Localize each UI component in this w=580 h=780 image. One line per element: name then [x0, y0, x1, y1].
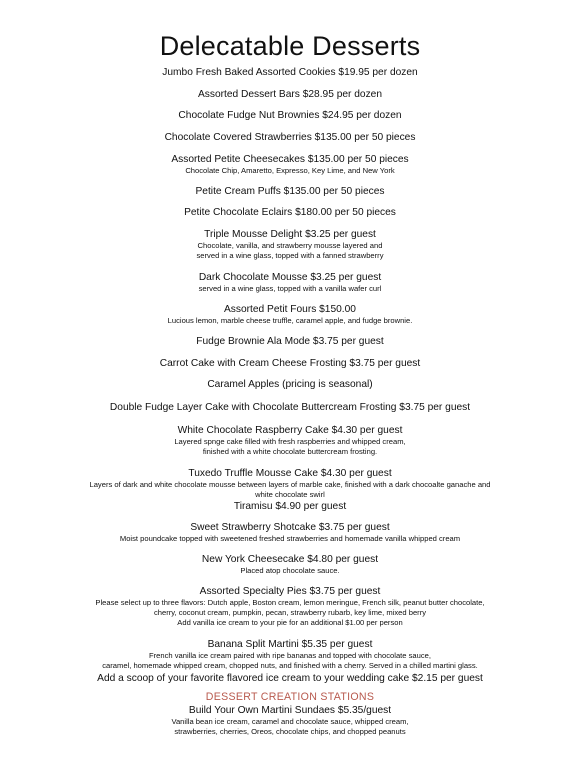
stations-section	[0, 691, 580, 737]
menu-item	[0, 131, 580, 144]
item-name: Banana Split Martini $5.35 per guest	[207, 639, 373, 650]
menu-item	[0, 303, 580, 326]
menu-item	[0, 271, 580, 294]
item-name: Tiramisu $4.90 per guest	[233, 501, 347, 512]
item-description: Please select up to three flavors: Dutch apple, Boston cream, lemon meringue, French silk, peanut butter chocolate,	[95, 598, 485, 607]
item-name: Assorted Specialty Pies $3.75 per guest	[199, 586, 381, 597]
item-description: Chocolate, vanilla, and strawberry mousse layered and	[197, 241, 383, 250]
item-description: Layered spnge cake filled with fresh raspberries and whipped cream,	[174, 437, 406, 446]
station-description: strawberries, cherries, Oreos, chocolate chips, and chopped peanuts	[174, 727, 406, 736]
menu-item	[0, 672, 580, 685]
item-description: French vanilla ice cream paired with ripe bananas and topped with chocolate sauce,	[149, 651, 431, 660]
item-name: Dark Chocolate Mousse $3.25 per guest	[198, 272, 382, 283]
item-name: Sweet Strawberry Shotcake $3.75 per guest	[190, 522, 390, 533]
menu-item	[0, 500, 580, 513]
item-description: white chocolate swirl	[255, 490, 325, 499]
item-name: Assorted Dessert Bars $28.95 per dozen	[197, 89, 383, 100]
item-description: Placed atop chocolate sauce.	[240, 566, 340, 575]
item-name: Assorted Petit Fours $150.00	[224, 304, 356, 315]
item-name: Chocolate Fudge Nut Brownies $24.95 per dozen	[178, 110, 402, 121]
item-description: Layers of dark and white chocolate mousse between layers of marble cake, finished with a dark chocoalte ganache and	[89, 480, 491, 489]
item-description: finished with a white chocolate buttercream frosting.	[202, 447, 378, 456]
menu-item	[0, 638, 580, 671]
item-name: Jumbo Fresh Baked Assorted Cookies $19.95 per dozen	[162, 67, 418, 78]
item-name: Petite Chocolate Eclairs $180.00 per 50 pieces	[184, 207, 396, 218]
item-description: served in a wine glass, topped with a fanned strawberry	[196, 251, 384, 260]
menu-item	[0, 185, 580, 198]
menu-item	[0, 109, 580, 122]
menu-item	[0, 467, 580, 500]
menu-item	[0, 378, 580, 391]
menu-item	[0, 206, 580, 219]
item-name: Carrot Cake with Cream Cheese Frosting $3.75 per guest	[159, 358, 421, 369]
item-name: New York Cheesecake $4.80 per guest	[201, 554, 379, 565]
item-name: Assorted Petite Cheesecakes $135.00 per 50 pieces	[171, 154, 409, 165]
item-description: Moist poundcake topped with sweetened freshed strawberries and homemade vanilla whipped cream	[119, 534, 461, 543]
menu-item	[0, 153, 580, 176]
item-description: cherry, coconut cream, pumpkin, pecan, strawberry rubarb, key lime, mixed berry	[153, 608, 427, 617]
menu-item	[0, 88, 580, 101]
menu-item	[0, 401, 580, 414]
item-name: White Chocolate Raspberry Cake $4.30 per guest	[177, 425, 403, 436]
station-description: Vanilla bean ice cream, caramel and chocolate sauce, whipped cream,	[171, 717, 409, 726]
menu-item	[0, 66, 580, 79]
item-description: Chocolate Chip, Amaretto, Expresso, Key Lime, and New York	[185, 166, 395, 175]
item-description: Add vanilla ice cream to your pie for an additional $1.00 per person	[177, 618, 403, 627]
item-name: Triple Mousse Delight $3.25 per guest	[204, 229, 376, 240]
item-name: Double Fudge Layer Cake with Chocolate Buttercream Frosting $3.75 per guest	[109, 402, 471, 413]
item-description: caramel, homemade whipped cream, chopped nuts, and finished with a cherry. Served in a chilled martini glass.	[102, 661, 478, 670]
item-description: served in a wine glass, topped with a vanilla wafer curl	[198, 284, 382, 293]
section-title: DESSERT CREATION STATIONS	[205, 691, 375, 703]
item-name: Fudge Brownie Ala Mode $3.75 per guest	[196, 336, 384, 347]
menu-item	[0, 521, 580, 544]
item-name: Chocolate Covered Strawberries $135.00 per 50 pieces	[164, 132, 416, 143]
station-name: Build Your Own Martini Sundaes $5.35/guest	[188, 705, 392, 716]
menu-title: Delecatable Desserts	[159, 31, 421, 61]
menu-item	[0, 228, 580, 261]
item-description: Lucious lemon, marble cheese truffle, caramel apple, and fudge brownie.	[167, 316, 413, 325]
item-name: Caramel Apples (pricing is seasonal)	[207, 379, 373, 390]
menu-item	[0, 335, 580, 348]
menu-item	[0, 553, 580, 576]
menu-item	[0, 424, 580, 457]
item-name: Add a scoop of your favorite flavored ice cream to your wedding cake $2.15 per guest	[97, 673, 483, 684]
menu-item	[0, 585, 580, 628]
item-name: Petite Cream Puffs $135.00 per 50 pieces	[195, 186, 385, 197]
menu-item	[0, 357, 580, 370]
item-name: Tuxedo Truffle Mousse Cake $4.30 per guest	[188, 468, 392, 479]
